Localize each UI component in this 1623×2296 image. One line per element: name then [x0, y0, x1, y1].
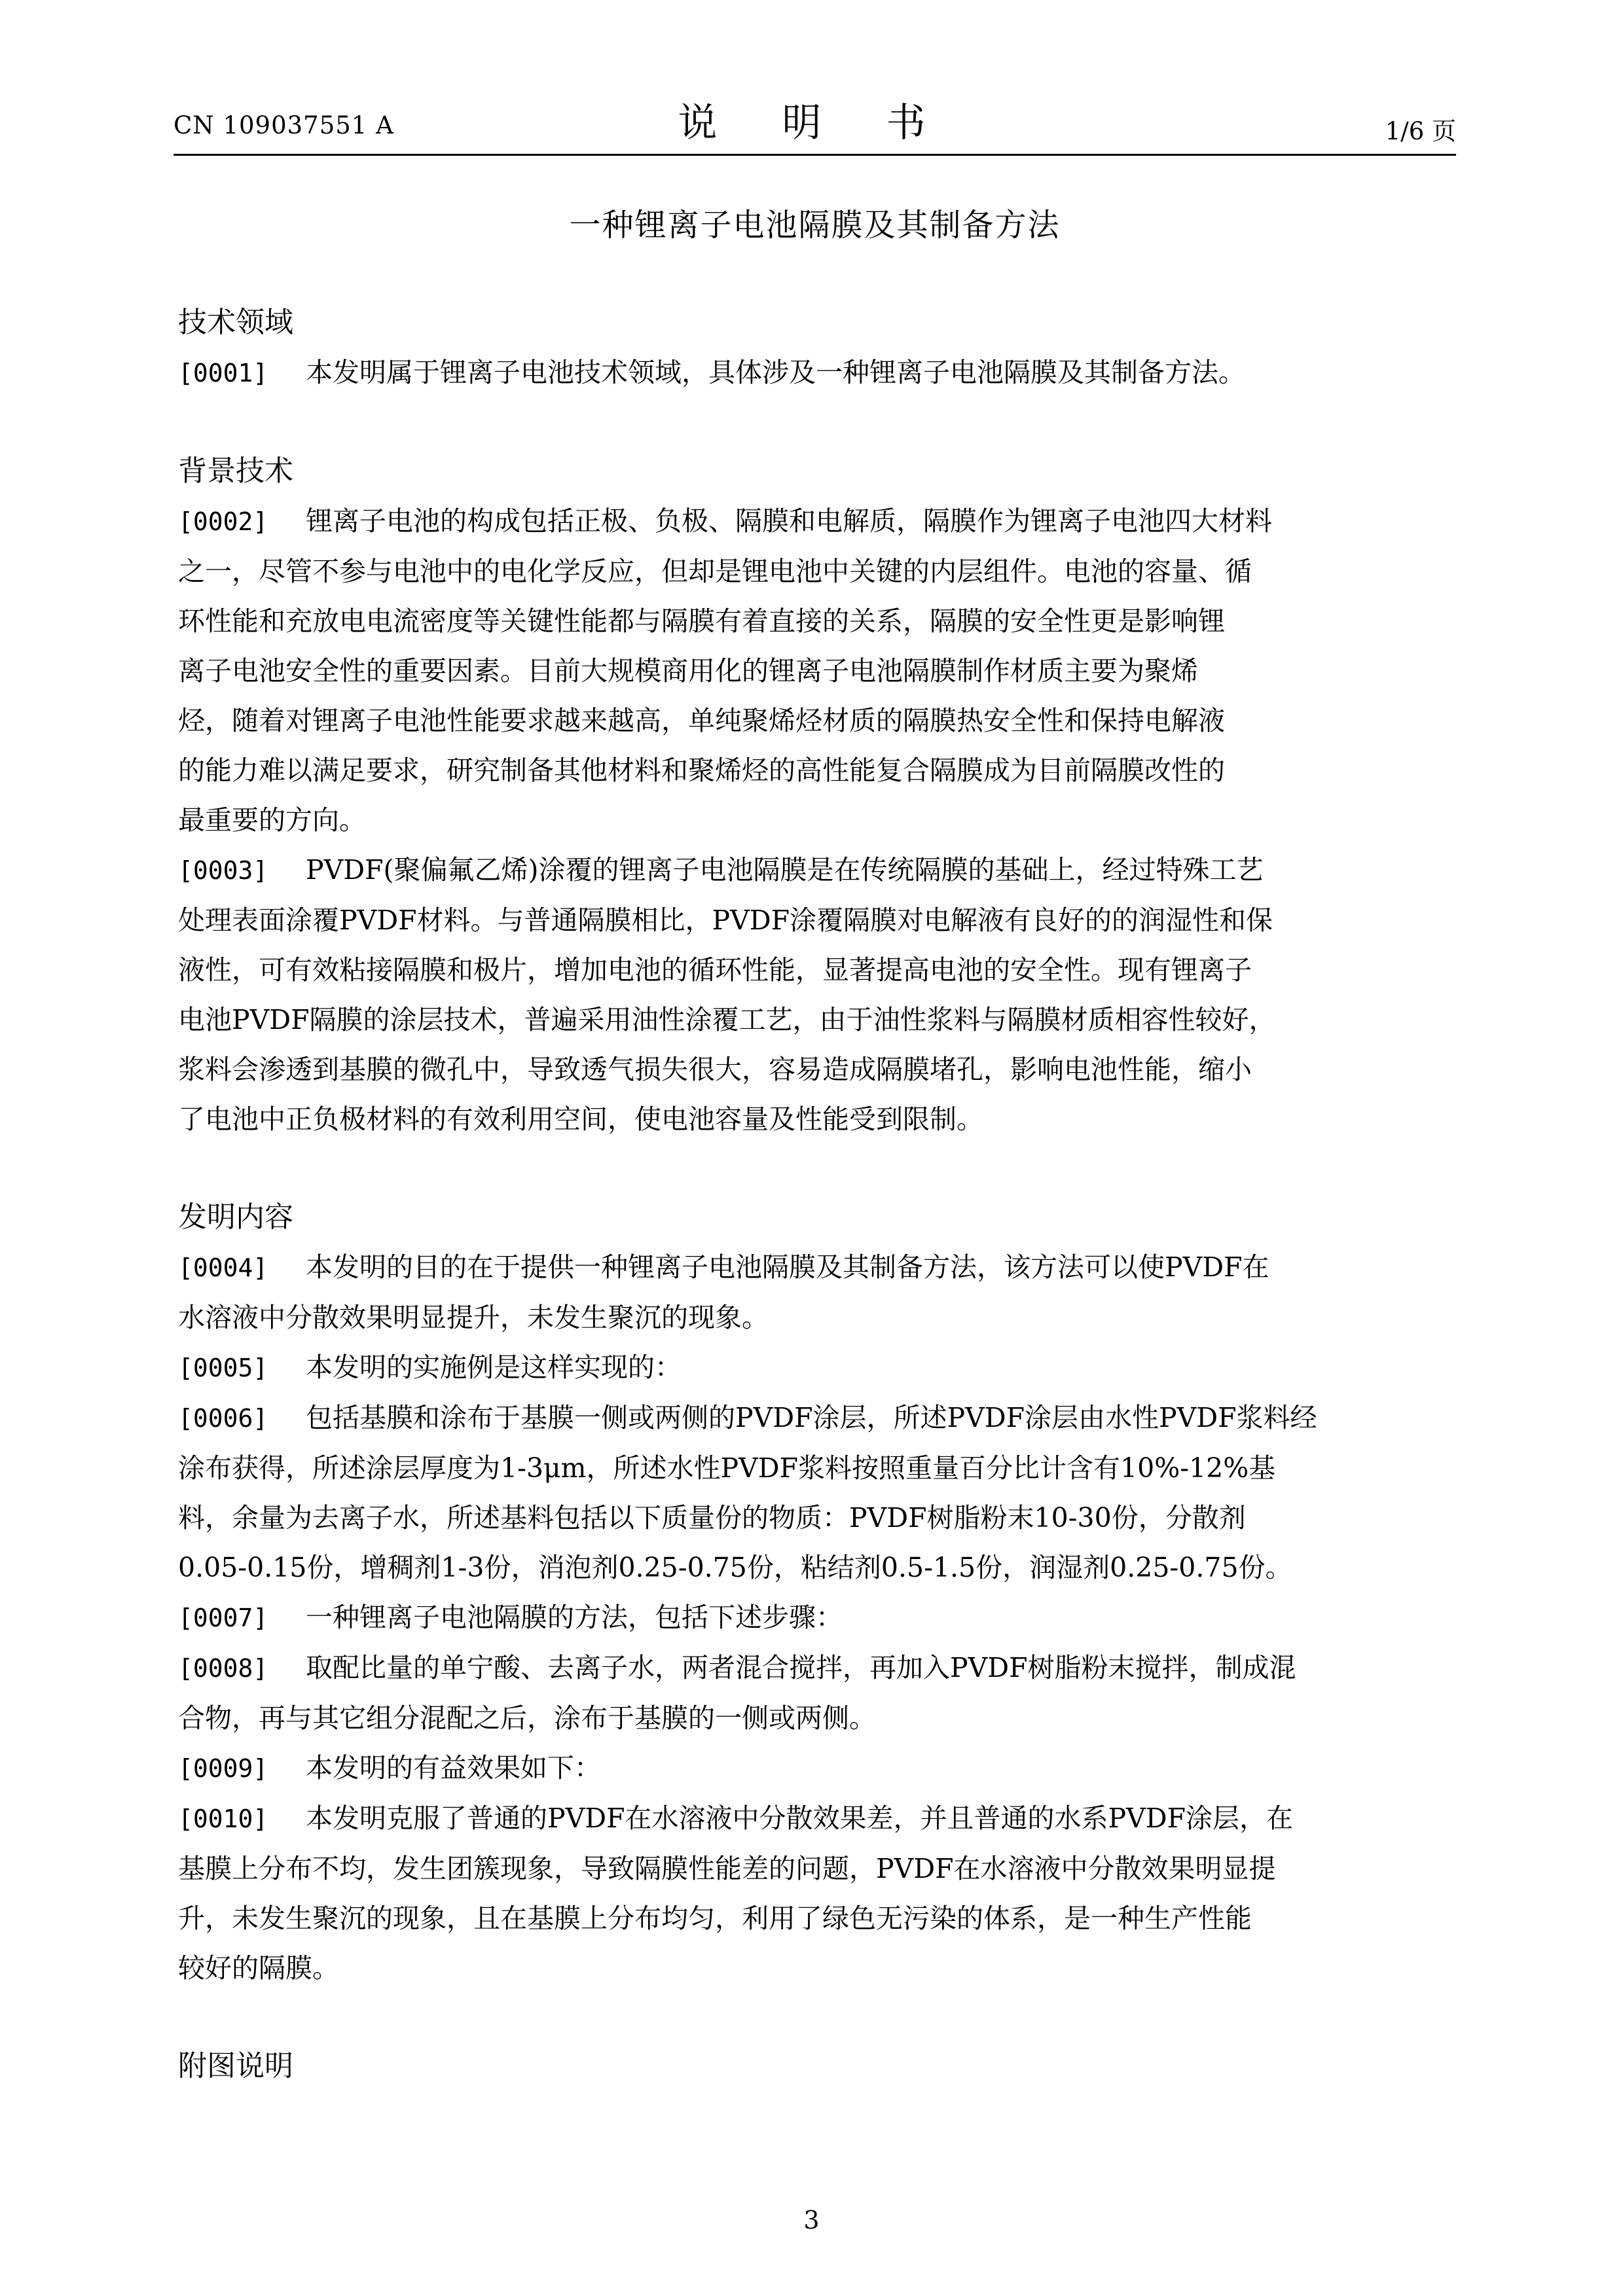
paragraph-text: 包括基膜和涂布于基膜一侧或两侧的PVDF涂层，所述PVDF涂层由水性PVDF浆料经 [306, 1402, 1317, 1433]
paragraph-text: 了电池中正负极材料的有效利用空间，使电池容量及性能受到限制。 [178, 1103, 983, 1135]
paragraph-number: [0004] [178, 1253, 268, 1282]
paragraph-line [178, 547, 1442, 596]
paragraph-line [178, 795, 1442, 845]
paragraph-number: [0006] [178, 1404, 268, 1433]
paragraph-line [178, 745, 1442, 795]
paragraph-line [178, 845, 1442, 895]
paragraph-text: 环性能和充放电电流密度等关键性能都与隔膜有着直接的关系，隔膜的安全性更是影响锂 [178, 605, 1225, 637]
paragraph-line [178, 1443, 1442, 1493]
paragraph-text: 液性，可有效粘接隔膜和极片，增加电池的循环性能，显著提高电池的安全性。现有锂离子 [178, 954, 1252, 986]
paragraph-line [178, 696, 1442, 745]
paragraph-text: PVDF(聚偏氟乙烯)涂覆的锂离子电池隔膜是在传统隔膜的基础上，经过特殊工艺 [306, 854, 1264, 886]
section-gap [178, 398, 1442, 446]
paragraph-number: [0005] [178, 1354, 268, 1382]
header-title: 说 明 书 [678, 100, 952, 146]
page-number: 3 [803, 2206, 820, 2234]
section [178, 298, 1442, 398]
paragraph-text: 基膜上分布不均，发生团簇现象，导致隔膜性能差的问题，PVDF在水溶液中分散效果明显提 [178, 1853, 1276, 1884]
paragraph-line [178, 995, 1442, 1045]
section-heading: 附图说明 [178, 2049, 293, 2083]
paragraph-line [178, 646, 1442, 696]
paragraph-line [178, 1592, 1442, 1643]
section-heading: 背景技术 [178, 454, 293, 488]
page-indicator: 1/6 页 [1385, 117, 1456, 145]
paragraph-text: 最重要的方向。 [178, 804, 366, 836]
header-rule [173, 154, 1456, 156]
paragraph-line [178, 496, 1442, 547]
paragraph-line [178, 1693, 1442, 1743]
paragraph-text: 较好的隔膜。 [178, 1952, 339, 1984]
paragraph-text: 本发明克服了普通的PVDF在水溶液中分散效果差，并且普通的水系PVDF涂层，在 [306, 1803, 1294, 1834]
paragraph-line [178, 1643, 1442, 1693]
paragraph-line [178, 945, 1442, 995]
paragraph-line [178, 1242, 1442, 1293]
paragraph-number: [0009] [178, 1754, 268, 1783]
paragraph-text: 浆料会渗透到基膜的微孔中，导致透气损失很大，容易造成隔膜堵孔，影响电池性能，缩小 [178, 1054, 1252, 1085]
paragraph-text: 离子电池安全性的重要因素。目前大规模商用化的锂离子电池隔膜制作材质主要为聚烯 [178, 655, 1198, 687]
paragraph-text: 之一，尽管不参与电池中的电化学反应，但却是锂电池中关键的内层组件。电池的容量、循 [178, 556, 1252, 587]
paragraph-text: 0.05-0.15份，增稠剂1-3份，消泡剂0.25-0.75份，粘结剂0.5-1.5份，润湿剂0.25-0.75份。 [178, 1552, 1292, 1583]
paragraph-text: 锂离子电池的构成包括正极、负极、隔膜和电解质，隔膜作为锂离子电池四大材料 [306, 505, 1272, 537]
paragraph-line [178, 1293, 1442, 1342]
section-heading: 技术领域 [178, 306, 293, 339]
section [178, 2041, 1442, 2091]
page-header [173, 92, 1456, 157]
paragraph-number: [0003] [178, 856, 268, 885]
paragraph-line [178, 1893, 1442, 1943]
paragraph-text: 本发明属于锂离子电池技术领域，具体涉及一种锂离子电池隔膜及其制备方法。 [306, 357, 1245, 388]
paragraph-line [178, 1543, 1442, 1592]
paragraph-line [178, 1393, 1442, 1443]
paragraph-line [178, 348, 1442, 398]
paragraph-line [178, 1094, 1442, 1144]
paragraph-line [178, 895, 1442, 945]
paragraph-text: 电池PVDF隔膜的涂层技术，普遍采用油性涂覆工艺，由于油性浆料与隔膜材质相容性较好， [178, 1004, 1276, 1035]
document-title: 一种锂离子电池隔膜及其制备方法 [569, 207, 1061, 243]
paragraph-line [178, 596, 1442, 646]
paragraph-line [178, 1342, 1442, 1393]
paragraph-number: [0007] [178, 1604, 268, 1632]
paragraph-line [178, 1493, 1442, 1543]
section [178, 446, 1442, 1144]
paragraph-line [178, 1743, 1442, 1793]
paragraph-text: 取配比量的单宁酸、去离子水，两者混合搅拌，再加入PVDF树脂粉末搅拌，制成混 [306, 1652, 1296, 1683]
paragraph-text: 料，余量为去离子水，所述基料包括以下质量份的物质：PVDF树脂粉末10-30份，分散剂 [178, 1502, 1246, 1534]
section [178, 1193, 1442, 1993]
patent-number: CN 109037551 A [173, 111, 394, 139]
paragraph-line [178, 1045, 1442, 1094]
document-body [178, 298, 1442, 2091]
paragraph-number: [0010] [178, 1804, 268, 1833]
section-heading: 发明内容 [178, 1200, 293, 1234]
paragraph-text: 本发明的目的在于提供一种锂离子电池隔膜及其制备方法，该方法可以使PVDF在 [306, 1251, 1269, 1283]
paragraph-text: 升，未发生聚沉的现象，且在基膜上分布均匀，利用了绿色无污染的体系，是一种生产性能 [178, 1903, 1252, 1934]
paragraph-text: 一种锂离子电池隔膜的方法，包括下述步骤： [306, 1602, 843, 1633]
paragraph-line [178, 1793, 1442, 1844]
paragraph-number: [0002] [178, 507, 268, 536]
paragraph-line [178, 1844, 1442, 1893]
paragraph-text: 烃，随着对锂离子电池性能要求越来越高，单纯聚烯烃材质的隔膜热安全性和保持电解液 [178, 705, 1225, 736]
paragraph-text: 合物，再与其它组分混配之后，涂布于基膜的一侧或两侧。 [178, 1702, 876, 1734]
section-gap [178, 1144, 1442, 1193]
paragraph-text: 处理表面涂覆PVDF材料。与普通隔膜相比，PVDF涂覆隔膜对电解液有良好的的润湿性和保 [178, 905, 1273, 936]
paragraph-number: [0008] [178, 1654, 268, 1683]
paragraph-number: [0001] [178, 359, 268, 387]
paragraph-line [178, 1943, 1442, 1993]
paragraph-text: 的能力难以满足要求，研究制备其他材料和聚烯烃的高性能复合隔膜成为目前隔膜改性的 [178, 755, 1225, 786]
paragraph-text: 本发明的实施例是这样实现的： [306, 1352, 682, 1383]
section-gap [178, 1993, 1442, 2041]
paragraph-text: 涂布获得，所述涂层厚度为1-3μm，所述水性PVDF浆料按照重量百分比计含有10%-12%基 [178, 1452, 1276, 1484]
paragraph-text: 本发明的有益效果如下： [306, 1752, 601, 1784]
paragraph-text: 水溶液中分散效果明显提升，未发生聚沉的现象。 [178, 1302, 769, 1333]
